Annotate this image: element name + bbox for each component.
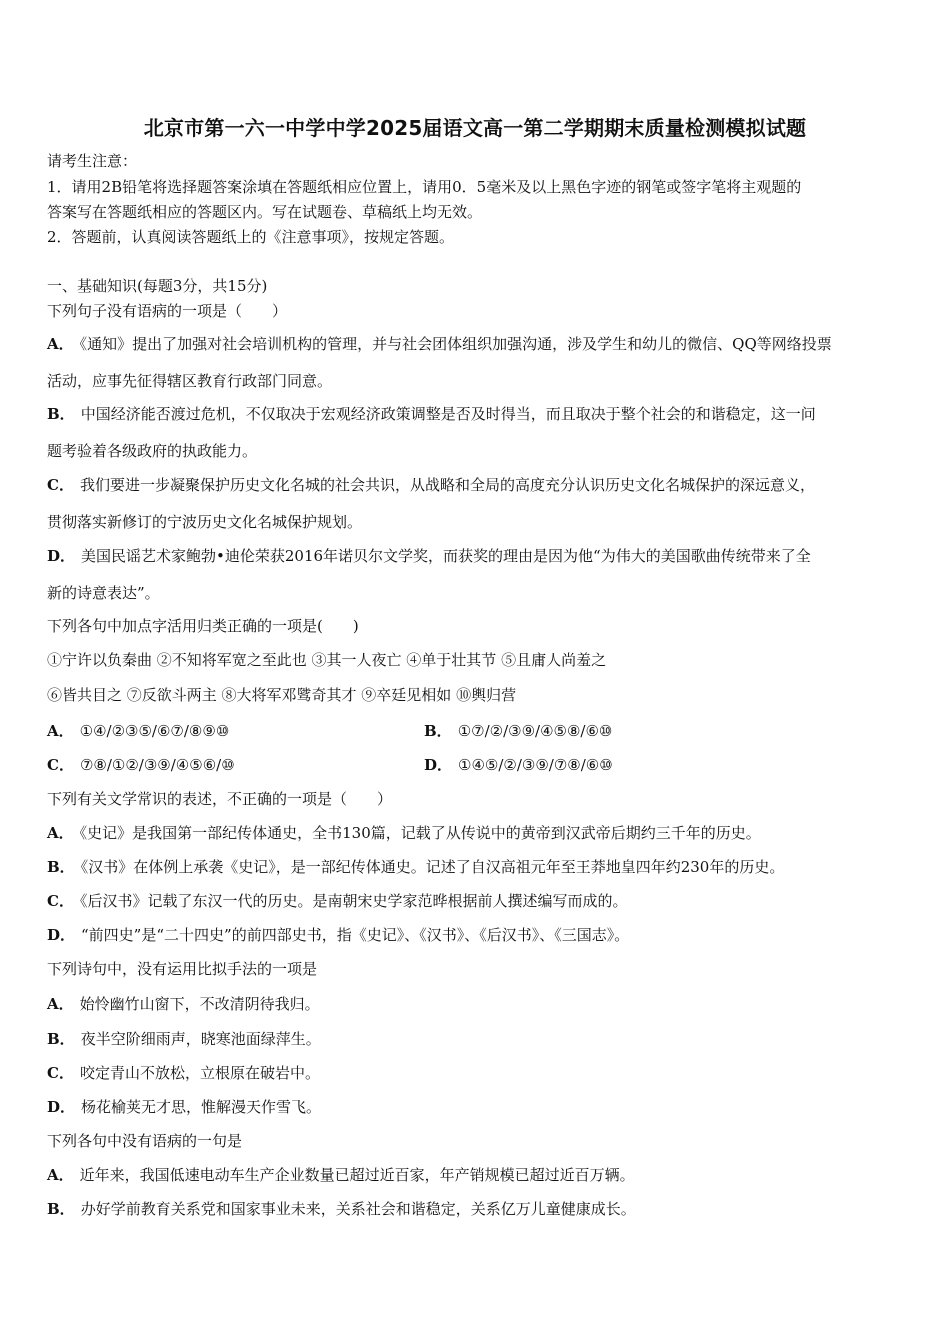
option-line xyxy=(47,1199,636,1219)
question-stem: 下列有关文学常识的表述，不正确的一项是（ ） xyxy=(47,790,393,808)
option-text: 我们要进一步凝聚保护历史文化名城的社会共识，从战略和全局的高度充分认识历史文化名城保护的深远意义， xyxy=(79,476,815,494)
notice-line: 2．答题前，认真阅读答题纸上的《注意事项》，按规定答题。 xyxy=(47,228,455,246)
option-line xyxy=(47,925,629,945)
option-line xyxy=(47,475,815,495)
option-line xyxy=(47,823,761,843)
option-text: ⑦⑧/①②/③⑨/④⑤⑥/⑩ xyxy=(79,756,235,774)
option-text: 中国经济能否渡过危机，不仅取决于宏观经济政策调整是否及时得当，而且取决于整个社会的和谐稳定，这一问 xyxy=(80,405,816,423)
notice-line: 答案写在答题纸相应的答题区内。写在试题卷、草稿纸上均无效。 xyxy=(47,203,483,221)
option-text: “前四史”是“二十四史”的前四部史书，指《史记》、《汉书》、《后汉书》、《三国志》。 xyxy=(81,926,630,944)
option-text: ①④/②③⑤/⑥⑦/⑧⑨⑩ xyxy=(79,722,230,740)
option-text: 美国民谣艺术家鲍勃•迪伦荣获2016年诺贝尔文学奖，而获奖的理由是因为他“为伟大的美国歌曲传统带来了全 xyxy=(81,547,811,565)
option-line xyxy=(47,546,811,566)
option-row xyxy=(47,721,613,741)
option-letter: C． xyxy=(47,892,74,910)
dotted-items-line: ①宁许以负秦曲 ②不知将军宽之至此也 ③其一人夜亡 ④单于壮其节 ⑤且庸人尚羞之 xyxy=(47,651,607,669)
question-stem: 下列句子没有语病的一项是（ ） xyxy=(47,302,288,320)
option-letter: C． xyxy=(47,476,74,494)
option-letter: A． xyxy=(47,1166,74,1184)
option-continuation: 题考验着各级政府的执政能力。 xyxy=(47,442,258,460)
option-text: 《史记》是我国第一部纪传体通史，全书130篇，记载了从传说中的黄帝到汉武帝后期约三千年的历史。 xyxy=(79,824,761,842)
option-letter: A． xyxy=(47,335,74,353)
page-title: 北京市第一六一中学中学2025届语文高一第二学期期末质量检测模拟试题 xyxy=(143,116,807,140)
question-stem: 下列各句中没有语病的一句是 xyxy=(47,1132,243,1150)
option-text: 夜半空阶细雨声，晓寒池面绿萍生。 xyxy=(80,1030,321,1048)
option-letter: B． xyxy=(47,1200,75,1218)
notice-heading: 请考生注意： xyxy=(47,152,138,170)
option-continuation: 活动，应事先征得辖区教育行政部门同意。 xyxy=(47,372,333,390)
option-line xyxy=(47,334,832,354)
option-letter: D． xyxy=(424,756,453,774)
option-text: 咬定青山不放松，立根原在破岩中。 xyxy=(79,1064,320,1082)
option-line xyxy=(47,994,320,1014)
option-continuation: 贯彻落实新修订的宁波历史文化名城保护规划。 xyxy=(47,513,363,531)
option-line xyxy=(47,1097,321,1117)
question-stem: 下列诗句中，没有运用比拟手法的一项是 xyxy=(47,960,318,978)
dotted-items-line: ⑥皆共目之 ⑦反欲斗两主 ⑧大将军邓骘奇其才 ⑨卒廷见相如 ⑩輿归营 xyxy=(47,686,517,704)
option-text: 办好学前教育关系党和国家事业未来，关系社会和谐稳定，关系亿万儿童健康成长。 xyxy=(80,1200,636,1218)
option-text: 《后汉书》记载了东汉一代的历史。是南朝宋史学家范晔根据前人撰述编写而成的。 xyxy=(79,892,628,910)
option-text: 《通知》提出了加强对社会培训机构的管理，并与社会团体组织加强沟通，涉及学生和幼儿的微信、QQ等网络投票 xyxy=(79,335,832,353)
option-col2 xyxy=(424,721,612,741)
option-line xyxy=(47,404,816,424)
option-letter: C． xyxy=(47,1064,74,1082)
option-letter: A． xyxy=(47,824,74,842)
option-letter: B． xyxy=(424,722,452,740)
option-letter: A． xyxy=(47,995,74,1013)
option-text: ①④⑤/②/③⑨/⑦⑧/⑥⑩ xyxy=(458,756,613,774)
option-text: 杨花榆荚无才思，惟解漫天作雪飞。 xyxy=(81,1098,322,1116)
option-letter: D． xyxy=(47,1098,76,1116)
option-col2 xyxy=(424,755,613,775)
section-heading: 一、基础知识(每题3分，共15分) xyxy=(47,277,268,295)
option-letter: C． xyxy=(47,756,74,774)
notice-line: 1．请用2B铅笔将选择题答案涂填在答题纸相应位置上，请用0．5毫米及以上黑色字迹的钢笔或签字笔将主观题的 xyxy=(47,178,802,196)
option-text: 始怜幽竹山窗下，不改清阴待我归。 xyxy=(79,995,320,1013)
option-text: 《汉书》在体例上承袭《史记》，是一部纪传体通史。记述了自汉高祖元年至王莽地皇四年约230年的历史。 xyxy=(80,858,785,876)
option-letter: A． xyxy=(47,722,74,740)
option-line xyxy=(47,1063,320,1083)
option-row xyxy=(47,755,613,775)
option-line xyxy=(47,1165,635,1185)
option-text: 近年来，我国低速电动车生产企业数量已超过近百家，年产销规模已超过近百万辆。 xyxy=(79,1166,635,1184)
option-letter: D． xyxy=(47,926,76,944)
option-continuation: 新的诗意表达”。 xyxy=(47,584,160,602)
option-letter: B． xyxy=(47,405,75,423)
question-stem: 下列各句中加点字活用归类正确的一项是( ) xyxy=(47,617,359,635)
option-line xyxy=(47,891,627,911)
option-text: ①⑦/②/③⑨/④⑤⑧/⑥⑩ xyxy=(457,722,613,740)
option-letter: B． xyxy=(47,858,75,876)
option-line xyxy=(47,857,784,877)
option-letter: D． xyxy=(47,547,76,565)
option-line xyxy=(47,1029,321,1049)
option-letter: B． xyxy=(47,1030,75,1048)
